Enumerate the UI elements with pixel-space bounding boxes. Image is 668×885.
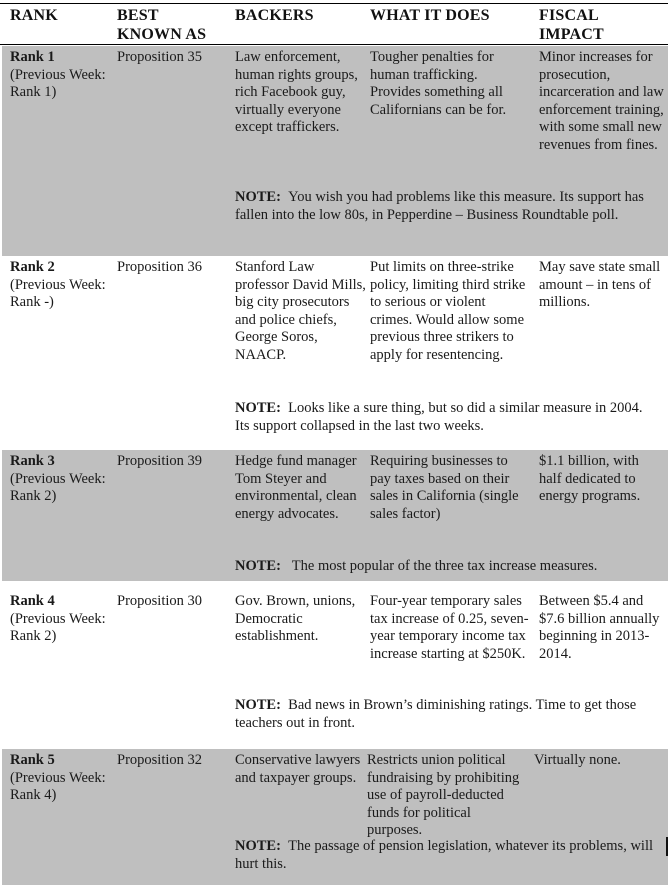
table-row xyxy=(2,450,668,581)
best-known-as-cell: Proposition 30 xyxy=(117,593,202,609)
rank-cell xyxy=(10,49,115,102)
best-known-as-cell: Proposition 35 xyxy=(117,49,202,65)
rank-label: Rank 5 xyxy=(10,752,55,768)
note-label: NOTE: xyxy=(235,558,281,574)
rank-cell xyxy=(10,453,115,506)
note xyxy=(235,400,660,435)
backers-cell: Gov. Brown, unions, Democratic establishment. xyxy=(235,593,356,644)
header-best-known-as: BEST KNOWN AS xyxy=(117,7,207,43)
backers-cell: Conservative lawyers and taxpayer groups. xyxy=(235,752,361,786)
rank-label: Rank 1 xyxy=(10,49,55,65)
best-known-as-cell: Proposition 32 xyxy=(117,752,202,768)
what-it-does-cell: Four-year temporary sales tax increase of 0.25, seven-year temporary income tax increase starting at $250K. xyxy=(370,593,529,662)
previous-rank: (Previous Week: Rank 1) xyxy=(10,66,106,100)
table-row xyxy=(2,46,668,256)
rank-cell xyxy=(10,752,115,805)
note xyxy=(235,189,660,224)
note-text: The passage of pension legislation, whatever its problems, will hurt this. xyxy=(235,838,654,872)
rank-label: Rank 4 xyxy=(10,593,55,609)
fiscal-impact-cell: Virtually none. xyxy=(534,752,621,768)
best-known-as-cell: Proposition 39 xyxy=(117,453,202,469)
note xyxy=(235,558,660,576)
rank-cell xyxy=(10,259,115,312)
note-label: NOTE: xyxy=(235,189,281,205)
table-row xyxy=(2,590,668,742)
fiscal-impact-cell: Between $5.4 and $7.6 billion annually beginning in 2013-2014. xyxy=(539,593,660,662)
note-text: You wish you had problems like this measure. Its support has fallen into the low 80s, in Pepperdine – Business Roundtable poll. xyxy=(235,189,644,223)
note-label: NOTE: xyxy=(235,838,281,854)
note-label: NOTE: xyxy=(235,697,281,713)
previous-rank: (Previous Week: Rank 2) xyxy=(10,470,106,504)
header-fiscal-impact: FISCAL IMPACT xyxy=(539,7,604,43)
what-it-does-cell: Tougher penalties for human trafficking. Provides something all Californians can be for. xyxy=(370,49,507,118)
note-label: NOTE: xyxy=(235,400,281,416)
backers-cell: Hedge fund manager Tom Steyer and environmental, clean energy advocates. xyxy=(235,453,357,522)
fiscal-impact-cell: $1.1 billion, with half dedicated to energy programs. xyxy=(539,453,641,504)
note xyxy=(235,697,660,732)
rank-label: Rank 2 xyxy=(10,259,55,275)
header-rank: RANK xyxy=(10,7,58,24)
rank-label: Rank 3 xyxy=(10,453,55,469)
previous-rank: (Previous Week: Rank -) xyxy=(10,276,106,310)
backers-cell: Law enforcement, human rights groups, rich Facebook guy, virtually everyone except traffickers. xyxy=(235,49,358,135)
note-text: The most popular of the three tax increase measures. xyxy=(291,558,598,574)
table-header xyxy=(0,3,668,45)
header-backers: BACKERS xyxy=(235,7,314,24)
table-row xyxy=(2,749,668,885)
rank-cell xyxy=(10,593,115,646)
text-cursor xyxy=(666,837,668,856)
backers-cell: Stanford Law professor David Mills, big city prosecutors and police chiefs, George Soros, NAACP. xyxy=(235,259,366,363)
fiscal-impact-cell: Minor increases for prosecution, incarceration and law enforcement training, with some small new revenues from fines. xyxy=(539,49,664,153)
fiscal-impact-cell: May save state small amount – in tens of millions. xyxy=(539,259,661,310)
table-row xyxy=(2,256,668,446)
note-text: Looks like a sure thing, but so did a similar measure in 2004. Its support collapsed in the last two weeks. xyxy=(235,400,643,434)
previous-rank: (Previous Week: Rank 2) xyxy=(10,610,106,644)
note xyxy=(235,838,660,873)
what-it-does-cell: Put limits on three-strike policy, limiting third strike to serious or violent crimes. Would allow some previous three strikers to apply for resentencing. xyxy=(370,259,526,363)
header-what-it-does: WHAT IT DOES xyxy=(370,7,490,24)
previous-rank: (Previous Week: Rank 4) xyxy=(10,769,106,803)
best-known-as-cell: Proposition 36 xyxy=(117,259,202,275)
note-text: Bad news in Brown’s diminishing ratings. Time to get those teachers out in front. xyxy=(235,697,637,731)
what-it-does-cell: Requiring businesses to pay taxes based on their sales in California (single sales factor) xyxy=(370,453,519,522)
what-it-does-cell: Restricts union political fundraising by prohibiting use of payroll-deducted funds for political purposes. xyxy=(367,752,520,838)
